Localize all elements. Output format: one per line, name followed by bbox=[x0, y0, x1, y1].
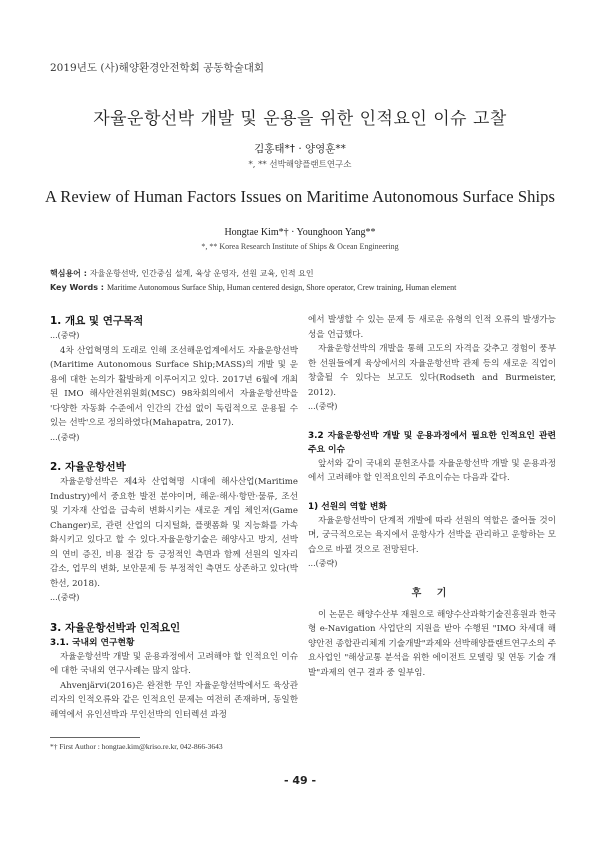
affiliation-english: *, ** Korea Research Institute of Ships & Ocean Engineering bbox=[201, 242, 399, 251]
section-3-2-title: 3.2 자율운항선박 개발 및 운용과정에서 필요한 인적요인 관련 주요 이슈 bbox=[308, 430, 556, 455]
paragraph: 에서 발생할 수 있는 문제 등 새로운 유형의 인적 오류의 발생가능성을 언급했다. bbox=[308, 315, 556, 340]
title-english: A Review of Human Factors Issues on Maritime Autonomous Surface Ships bbox=[44, 187, 556, 206]
title-korean: 자율운항선박 개발 및 운용을 위한 인적요인 이슈 고찰 bbox=[93, 109, 507, 129]
section-2-title: 2. 자율운항선박 bbox=[50, 461, 126, 473]
section-3-1-title: 3.1. 국내외 연구현황 bbox=[50, 637, 135, 648]
authors-korean: 김홍태*† · 양영훈** bbox=[254, 143, 346, 155]
omitted-marker: ...(중략) bbox=[50, 593, 80, 602]
paragraph: 앞서와 같이 국내외 문헌조사를 자율운항선박 개발 및 운용과정에서 고려해야 할 인적요인의 주요이슈는 다음과 같다. bbox=[308, 458, 556, 483]
acknowledgement-title: 후 기 bbox=[411, 587, 453, 599]
conference-header: 2019년도 (사)해양환경안전학회 공동학술대회 bbox=[50, 62, 265, 74]
section-1-title: 1. 개요 및 연구목적 bbox=[50, 315, 144, 327]
omitted-marker: ...(중략) bbox=[308, 559, 338, 568]
paragraph: 자율운항선박은 제4차 산업혁명 시대에 해사산업(Maritime Industry)에서 중요한 발전 분야이며, 해운·해사·항만·물류, 조선 및 기자재 산업을 급속히 변화시키는 새로운 게임 체인저(Game Changer)로, 관련 산업의 디지털화, 플랫폼화 및 지능화를 가속화시키고 있다고 할 수 있다.자율운항기술은 해양사고 방지, 선박의 연비 증진, 비용 절감 등 긍정적인 측면과 함께 선원의 일자리 감소, 업무의 변화, 보안문제 등 부정적인 측면도 상존하고 있다(박한선, 2018). bbox=[50, 477, 298, 589]
paragraph: 자율운항선박 개발 및 운용과정에서 고려해야 할 인적요인 이슈에 대한 국내외 연구사례는 많지 않다. bbox=[50, 651, 298, 676]
omitted-marker: ...(중략) bbox=[50, 432, 80, 442]
keywords-korean-text: 자율운항선박, 인간중심 설계, 육상 운영자, 선원 교육, 인적 요인 bbox=[89, 269, 314, 278]
keywords-english-label: Key Words : bbox=[50, 283, 104, 292]
authors-english: Hongtae Kim*† · Younghoon Yang** bbox=[224, 227, 376, 238]
section-3-title: 3. 자율운항선박과 인적요인 bbox=[50, 621, 181, 634]
footnote: *† First Author : hongtae.kim@kriso.re.kr, 042-866-3643 bbox=[50, 742, 223, 751]
paragraph: 자율운항선박의 개발을 통해 고도의 자격을 갖추고 경험이 풍부한 선원들에게 육상에서의 자율운항선박 관제 등의 새로운 직업이 창출될 수 있다는 보고도 있다(Rodseth and Burmeister, 2012). bbox=[308, 344, 556, 398]
affiliation-korean: *, ** 선박해양플랜트연구소 bbox=[248, 160, 352, 170]
paragraph: Ahvenjärvi(2016)은 완전한 무인 자율운항선박에서도 육상관리자의 인적오류와 같은 인적요인 문제는 여전히 존재하며, 동일한 해역에서 유인선박과 무인선박의 인터렉션 과정 bbox=[50, 680, 298, 720]
keywords-english-text: Maritime Autonomous Surface Ship, Human centered design, Shore operator, Crew training, Human element bbox=[106, 283, 457, 292]
keywords-korean bbox=[50, 267, 560, 280]
omitted-marker: ...(중략) bbox=[308, 402, 338, 411]
keywords-korean-label: 핵심용어 : bbox=[50, 269, 87, 278]
acknowledgement-paragraph: 이 논문은 해양수산부 재원으로 해양수산과학기술진흥원과 한국형 e-Navigation 사업단의 지원을 받아 수행된 "IMO 차세대 해양안전 종합관리체계 기술개발"과제와 선박해양플랜트연구소의 주요사업인 "해상교통 분석을 위한 에이전트 모델링 및 연동 기술 개발"과제의 연구 결과 중 일부임. bbox=[308, 609, 556, 678]
footnote-divider bbox=[50, 737, 140, 738]
paragraph: 자율운항선박이 단계적 개발에 따라 선원의 역할은 줄어들 것이며, 궁극적으로는 육지에서 운항사가 선박을 관리하고 운항하는 모습으로 바뀔 것으로 전망된다. bbox=[308, 515, 556, 555]
keywords-english bbox=[50, 281, 560, 294]
left-column bbox=[50, 313, 298, 722]
subsection-crew-role-title: 1) 선원의 역할 변화 bbox=[308, 501, 387, 512]
page-number: - 49 - bbox=[283, 774, 317, 787]
omitted-marker: ...(중략) bbox=[50, 331, 80, 340]
paragraph: 4차 산업혁명의 도래로 인해 조선해운업계에서도 자율운항선박(Maritime Autonomous Surface Ship;MASS)의 개발 및 운용에 대한 논의가 활발하게 이루어지고 있다. 2017년 6월에 개최된 IMO 해사안전위원회(MSC) 98차회의에서 자율운항선박을 '다양한 자동화 수준에서 인간의 간섭 없이 독립적으로 운용될 수 있는 선박'으로 정의하였다(Mahapatra, 2017). bbox=[50, 345, 298, 428]
right-column bbox=[308, 313, 556, 680]
